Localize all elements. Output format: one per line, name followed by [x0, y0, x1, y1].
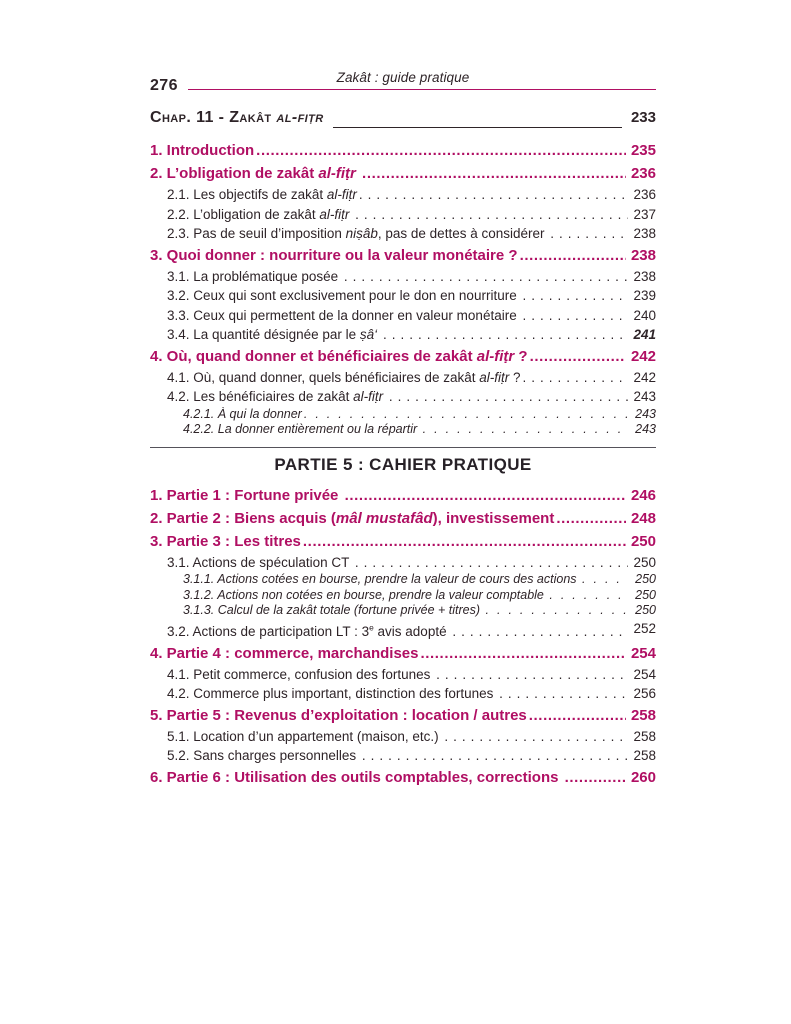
toc-entry — [150, 205, 656, 225]
toc-entry-title: 2.2. L’obligation de zakât al-fiṭr — [167, 206, 350, 222]
toc-entry — [150, 553, 656, 573]
toc-page-number: 258 — [626, 705, 656, 727]
section-divider — [150, 447, 656, 448]
toc-entry — [150, 407, 656, 423]
toc-entry — [150, 485, 656, 507]
chapter-toc-list — [150, 140, 656, 438]
toc-entry-title: 6. Partie 6 : Utilisation des outils comptables, corrections — [150, 768, 563, 786]
toc-entry — [150, 684, 656, 704]
toc-entry — [150, 746, 656, 766]
chapter-heading-rule — [333, 127, 622, 128]
toc-page-number: 250 — [628, 553, 656, 573]
toc-entry — [150, 286, 656, 306]
toc-page-number: 236 — [628, 185, 656, 205]
toc-entry-title: 3.2. Ceux qui sont exclusivement pour le don en nourriture — [167, 288, 521, 303]
toc-entry-title: 2.3. Pas de seuil d’imposition niṣâb, pas de dettes à considérer — [167, 226, 549, 241]
toc-entry — [150, 368, 656, 388]
toc-entry-title: 5.1. Location d’un appartement (maison, etc.) — [167, 728, 443, 744]
toc-entry — [150, 306, 656, 326]
toc-entry-title: 4.2. Les bénéficiaires de zakât al-fiṭr — [167, 389, 384, 404]
toc-page-number: 239 — [628, 286, 656, 306]
toc-page-number: 240 — [628, 306, 656, 326]
toc-entry-title: 4.2.2. La donner entièrement ou la répartir — [183, 422, 421, 436]
toc-entry-title: 4.1. Où, quand donner, quels bénéficiaires de zakât al-fiṭr ? — [167, 369, 521, 385]
toc-entry-title: 5. Partie 5 : Revenus d’exploitation : location / autres — [150, 706, 527, 724]
toc-page-number: 250 — [628, 603, 656, 619]
toc-page-number: 241 — [628, 325, 656, 345]
toc-entry — [150, 163, 656, 185]
toc-page-number: 242 — [626, 346, 656, 368]
toc-entry — [150, 508, 656, 530]
toc-page-number: 238 — [628, 267, 656, 287]
toc-entry — [150, 705, 656, 727]
toc-entry-title: 3.1.2. Actions non cotées en bourse, prendre la valeur comptable — [183, 587, 548, 602]
toc-page-number: 256 — [628, 684, 656, 704]
toc-entry — [150, 346, 656, 368]
toc-entry-title: 4.1. Petit commerce, confusion des fortunes — [167, 666, 435, 682]
toc-entry-title: 2. Partie 2 : Biens acquis (mâl mustafâd), investissement — [150, 509, 555, 527]
toc-entry — [150, 665, 656, 685]
toc-entry — [150, 140, 656, 162]
toc-page-number: 250 — [628, 572, 656, 588]
header-rule — [188, 89, 656, 90]
toc-entry — [150, 572, 656, 588]
toc-entry — [150, 422, 656, 438]
toc-page-number: 246 — [626, 485, 656, 507]
toc-page-number: 252 — [628, 619, 656, 639]
toc-page-number: 238 — [626, 245, 656, 267]
toc-entry — [150, 387, 656, 407]
toc-entry — [150, 531, 656, 553]
toc-entry — [150, 767, 656, 789]
toc-page-number: 235 — [626, 140, 656, 162]
toc-entry-title: 1. Introduction — [150, 142, 255, 159]
chapter-title-italic: al-fiṭr — [276, 109, 324, 126]
toc-page-number: 260 — [626, 767, 656, 789]
toc-entry-title: 5.2. Sans charges personnelles — [167, 748, 360, 763]
chapter-title — [150, 109, 324, 127]
toc-page-number: 243 — [628, 422, 656, 438]
running-title: Zakât : guide pratique — [336, 70, 470, 85]
toc-page-number: 238 — [628, 224, 656, 244]
toc-entry-title: 1. Partie 1 : Fortune privée — [150, 486, 343, 504]
toc-entry-title: 4. Où, quand donner et bénéficiaires de zakât al-fiṭr ? — [150, 347, 528, 365]
toc-entry — [150, 267, 656, 287]
toc-entry — [150, 245, 656, 267]
toc-entry-title: 4.2. Commerce plus important, distinction des fortunes — [167, 686, 498, 701]
toc-page-number: 236 — [626, 163, 656, 185]
toc-entry-title: 3.1. La problématique posée — [167, 268, 342, 284]
toc-entry-title: 2. L’obligation de zakât al-fiṭr — [150, 165, 356, 182]
toc-page-number: 250 — [626, 531, 656, 553]
toc-page-number: 248 — [626, 508, 656, 530]
toc-entry — [150, 603, 656, 619]
running-header — [150, 70, 656, 97]
toc-entry-title: 4.2.1. À qui la donner — [183, 406, 302, 421]
toc-page-number: 237 — [628, 205, 656, 225]
toc-entry — [150, 588, 656, 604]
toc-page-number: 254 — [628, 665, 656, 685]
toc-entry-title: 3.1.1. Actions cotées en bourse, prendre la valeur de cours des actions — [183, 572, 580, 586]
toc-entry-title: 3.4. La quantité désignée par le ṣâ‘ — [167, 327, 378, 342]
toc-entry-title: 3.3. Ceux qui permettent de la donner en valeur monétaire — [167, 307, 521, 323]
toc-entry-title: 4. Partie 4 : commerce, marchandises — [150, 644, 419, 662]
toc-entry-title: 3.1. Actions de spéculation CT — [167, 554, 353, 570]
toc-entry — [150, 727, 656, 747]
toc-page-number: 242 — [628, 368, 656, 388]
toc-page-number: 243 — [628, 407, 656, 423]
toc-page-number: 258 — [628, 727, 656, 747]
chapter-page-number: 233 — [630, 109, 656, 126]
partie5-heading: PARTIE 5 : CAHIER PRATIQUE — [274, 454, 532, 474]
chapter-title-main: Chap. 11 - Zakât — [150, 109, 277, 126]
toc-entry-title: 3. Quoi donner : nourriture ou la valeur monétaire ? — [150, 246, 518, 264]
toc-page-number: 250 — [628, 588, 656, 604]
folio-page-number: 276 — [150, 77, 178, 94]
chapter-heading — [150, 109, 656, 132]
toc-entry — [150, 643, 656, 665]
toc-entry — [150, 325, 656, 345]
toc-entry-title: 3.1.3. Calcul de la zakât totale (fortune privée + titres) — [183, 603, 484, 617]
toc-page-number: 243 — [628, 387, 656, 407]
toc-entry — [150, 185, 656, 205]
page-content — [150, 70, 656, 789]
toc-entry-title: 2.1. Les objectifs de zakât al-fiṭr — [167, 187, 357, 202]
toc-entry — [150, 619, 656, 642]
toc-entry-title: 3.2. Actions de participation LT : 3e avis adopté — [167, 622, 451, 639]
toc-page-number: 254 — [626, 643, 656, 665]
toc-page-number: 258 — [628, 746, 656, 766]
partie5-toc-list — [150, 485, 656, 789]
toc-entry — [150, 224, 656, 244]
toc-entry-title: 3. Partie 3 : Les titres — [150, 532, 301, 550]
